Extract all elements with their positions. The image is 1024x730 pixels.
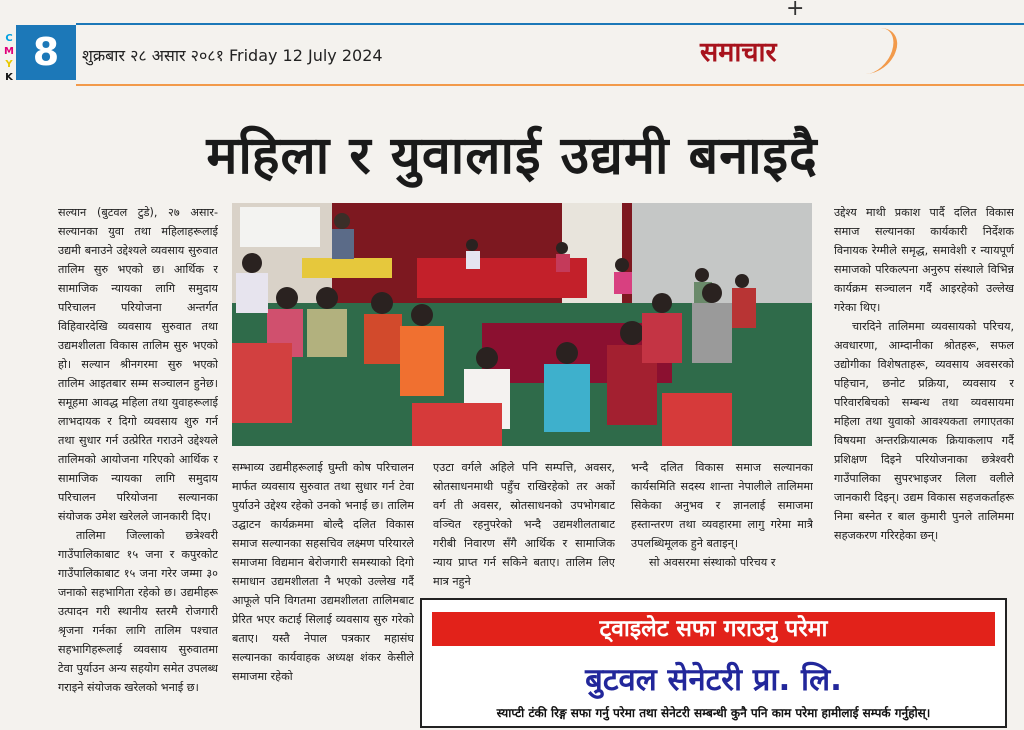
cmyk-m: M [4,46,14,57]
col5-paragraph-2: चारदिने तालिममा व्यवसायको परिचय, अवधारणा, आम्दानीका श्रोतहरू, सफल उद्योगीका विशेषताहरू, व्यवसाय अवसरको पहिचान, छनोट प्रक्रिया, व्यवसाय र परिवारबिचको सम्बन्ध तथा व्यवसायमा महिला तथा युवाको आवश्यकता लगाएतका विषयमा अन्तरक्रियात्मक क्रियाकलाप गर्दै प्रशिक्षण दिइने परियोजनाका छत्रेश्वरी गाउँपालिका सुपरभाइजर लिला वलीले जानकारी दिइन्। उद्यम विकास सहजकर्ताहरू निमा बस्नेत र बाल कुमारी पुनले तालिममा सहजकरण गरिरहेका छन्। [834,320,1014,542]
col5-paragraph-1: उद्देश्य माथी प्रकाश पार्दै दलित विकास समाज सल्यानका कार्यकारी निर्देशक विनायक रेग्मीले समृद्ध, समावेशी र न्यायपूर्ण समाजको परिकल्पना अनुरुप संस्थाले विभिन्न कार्यक्रम सञ्चालन गर्दै आइरहेको उल्लेख गरेका थिए। [834,206,1014,314]
advertisement-box [420,598,1007,728]
ad-company-name: बुटवल सेनेटरी प्रा. लि. [585,662,842,698]
cmyk-c: C [5,33,13,44]
article-column-2 [232,458,414,706]
crop-mark-icon: + [786,0,805,21]
article-column-5 [834,203,1014,593]
ad-tagline: स्याप्टी टंकी रिङ्ग सफा गर्नु परेमा तथा सेनेटरी सम्बन्धी कुनै पनि काम परेमा हामीलाई सम्पर्क गर्नुहोस्। [496,706,931,720]
col3-text: एउटा वर्गले अहिले पनि सम्पत्ति, अवसर, स्रोतसाधनमाथी पहुँच राखिरहेको तर अर्को वर्ग ती अवसर, स्रोतसाधनको उपभोगबाट वञ्चित रहनुपरेको भन्दै उद्यमशीलताबाट गरीबी निवारण सँगै आर्थिक र सामाजिक न्याय प्राप्त गर्न सकिने बताए। तालिम लिए मात्र नहुने [433,461,615,588]
section-swoosh-icon [865,28,904,74]
col2-text: सम्भाव्य उद्यमीहरूलाई घुम्ती कोष परिचालन मार्फत व्यवसाय सुरुवात तथा सुधार गर्न टेवा पुर्याउने उद्देश्य रहेको उनको भनाई छ। तालिम उद्घाटन कार्यक्रममा बोल्दै दलित विकास समाज सल्यानका सहसचिव लक्ष्मण परियारले समाजमा विद्यमान बेरोजगारी समस्याको दिगो समाधान उद्यमशीलता नै भएको उल्लेख गर्दै आफूले पनि विगतमा उद्यमशीलता तालिमबाट प्रेरित भएर कटाई सिलाई व्यवसाय सुरु गरेको बताए। यस्तै नेपाल पत्रकार महासंघ सल्यानका कार्यवाहक अध्यक्ष शंकर केसीले समाजमा रहेको [232,461,414,683]
col1-paragraph-1: सल्यान (बुटवल टुडे), २७ असार-सल्यानका युवा तथा महिलाहरूलाई उद्यमी बनाउने उद्देश्यले व्यवसाय सुरुवात तालिम सुरु भएको छ। आर्थिक र सामाजिक न्यायका लागि समुदाय परिचालन परियोजना अन्तर्गत विहिवारदेखि व्यवसाय सुरुवात तथा उद्यमशीलता विकास तालिम सुरु भएको हो। सल्यान श्रीनगरमा सुरु भएको तालिम आइतबार सम्म सञ्चालन हुनेछ। समूहमा आवद्ध महिला तथा युवाहरूलाई लाभदायक र दिगो व्यवसाय शुरु गर्न तथा सुधार गर्न उत्प्रेरित गराउने उद्देश्यले तालिमको आयोजना गरिएको आर्थिक र सामाजिक न्यायका लागि समुदाय परिचालन परियोजना सल्यानका संयोजक उमेश खरेलले जानकारी दिए। [58,206,218,523]
ad-top-banner: ट्वाइलेट सफा गराउनु परेमा [432,612,995,646]
header-bottom-rule [76,84,1024,86]
header-top-rule [76,23,1024,25]
section-title: समाचार [700,37,777,68]
col1-paragraph-2: तालिमा जिल्लाको छत्रेश्वरी गाउँपालिकाबाट १५ जना र कपुरकोट गाउँपालिकाबाट १५ जना गरेर जम्मा ३० जनाको सहभागिता रहेको छ। उद्यमीहरू उत्पादन गरी स्थानीय स्तरमै रोजगारी श्रृजना गर्नका लागि तालिम पश्चात सहभागिहरूलाई व्यवसाय सुरुवातमा टेवा पुर्याउन अन्य सहयोग समेत उपलब्ध गराइने संयोजक खरेलको भनाई छ। [58,529,218,694]
cmyk-registration-marks [3,32,15,84]
cmyk-k: K [5,72,13,83]
page-number: 8 [16,25,76,80]
col4-paragraph-1: भन्दै दलित विकास समाज सल्यानका कार्यसमिति सदस्य शान्ता नेपालीले तालिममा सिकेका अनुभव र ज्ञानलाई समाजमा हस्तान्तरण तथा व्यवहारमा लागु गरेमा मात्रै उपलब्धिमूलक हुने बताइन्। [631,461,813,550]
article-column-3 [433,458,615,592]
article-headline: महिला र युवालाई उद्यमी बनाइदै [206,126,818,186]
training-hall-photo-icon [232,203,812,446]
date-line: शुक्रबार २८ असार २०८१ Friday 12 July 2024 [82,46,383,65]
article-column-4 [631,458,813,592]
col4-paragraph-2: सो अवसरमा संस्थाको परिचय र [649,556,776,569]
article-column-1 [58,203,218,725]
cmyk-y: Y [5,59,13,70]
article-photo [232,203,812,446]
